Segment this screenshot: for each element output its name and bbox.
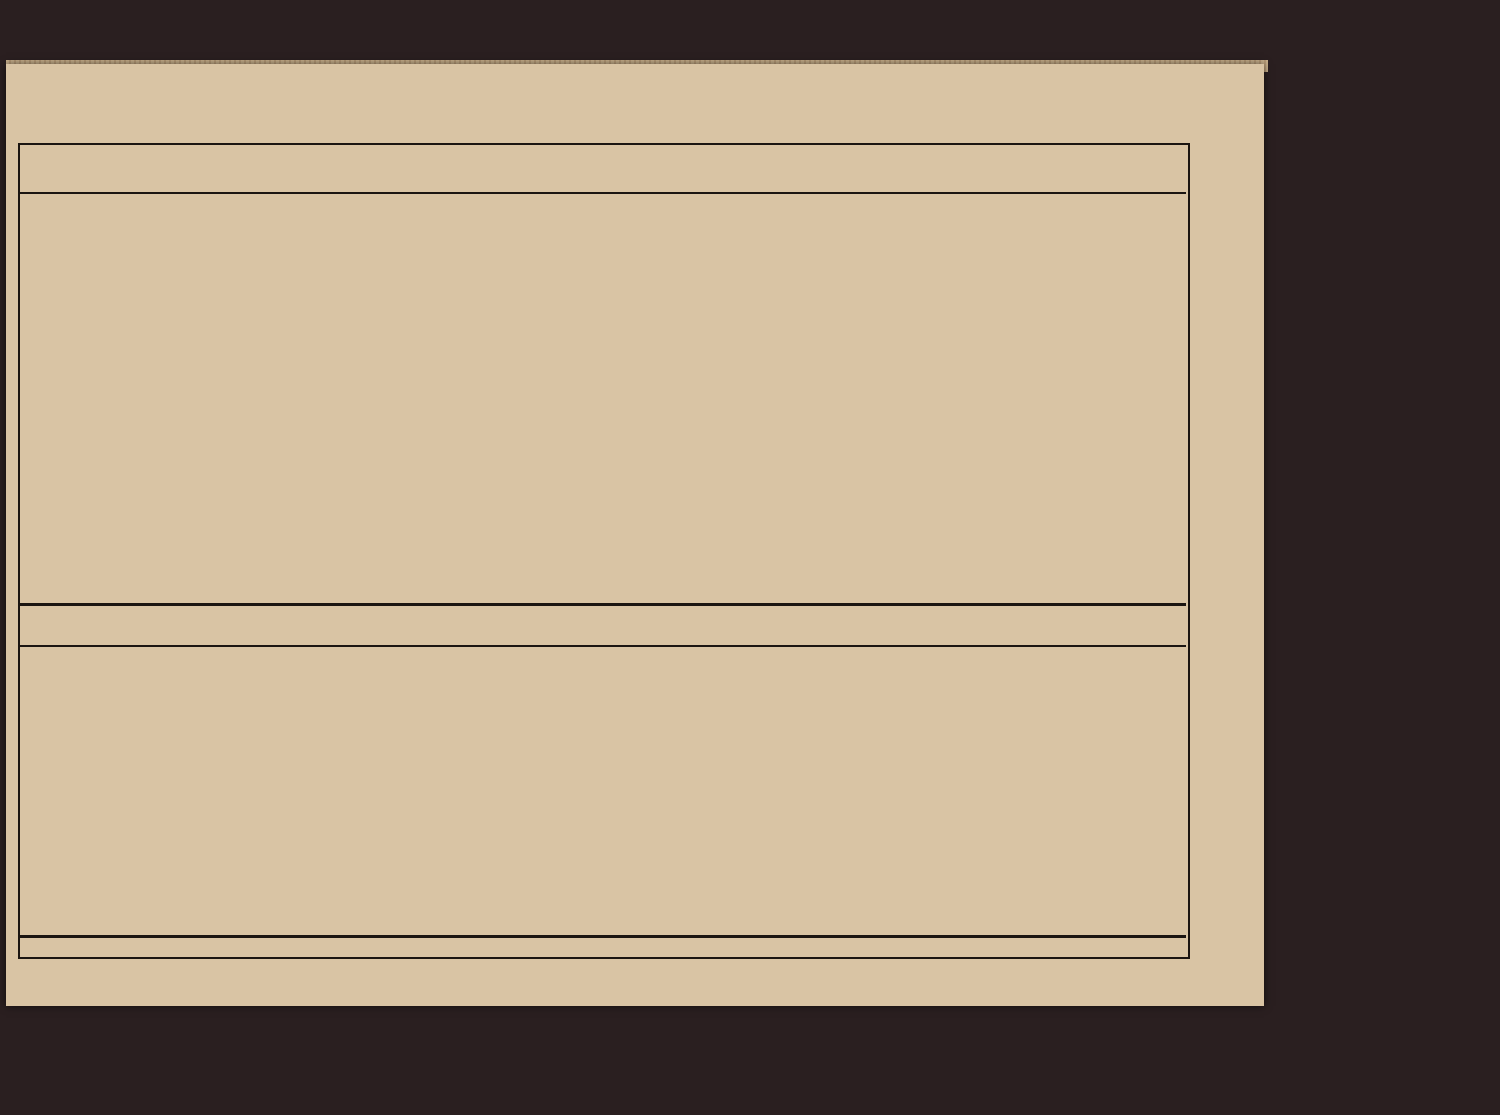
bottom-rule bbox=[18, 935, 1186, 938]
section-divider bbox=[18, 603, 1186, 606]
section-66-rule bbox=[18, 192, 1186, 194]
section-67-rule bbox=[18, 645, 1186, 647]
timetable-frame bbox=[18, 143, 1190, 959]
